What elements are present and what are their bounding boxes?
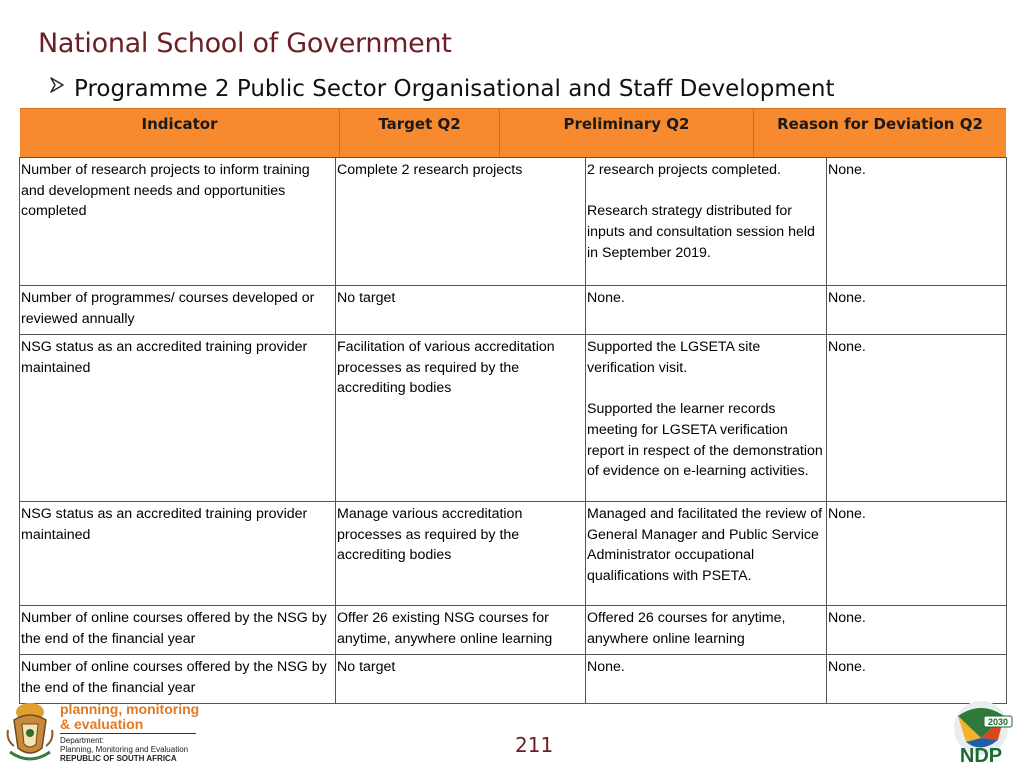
cell-preliminary: Offered 26 courses for anytime, anywhere online learning [586, 606, 827, 655]
cell-target: Complete 2 research projects [336, 158, 586, 286]
cell-target: Manage various accreditation processes as required by the accrediting bodies [336, 502, 586, 606]
pme-dept-line3: REPUBLIC OF SOUTH AFRICA [60, 754, 177, 763]
indicator-table [19, 157, 1007, 704]
pme-dept-line2: Planning, Monitoring and Evaluation [60, 745, 189, 754]
cell-reason: None. [827, 502, 1007, 606]
pme-divider [60, 733, 196, 734]
arrow-right-icon [48, 76, 74, 99]
table-row [20, 158, 1007, 286]
cell-indicator: Number of online courses offered by the NSG by the end of the financial year [20, 655, 336, 704]
ndp-logo-icon [946, 698, 1016, 764]
cell-target: Facilitation of various accreditation processes as required by the accrediting bodies [336, 335, 586, 502]
table-row [20, 655, 1007, 704]
column-header-indicator: Indicator [20, 109, 340, 158]
subtitle-text: Programme 2 Public Sector Organisational and Staff Development [74, 76, 835, 102]
cell-preliminary: Supported the LGSETA site verification visit. Supported the learner records meeting for LGSETA verification report in respect of the demonstration of evidence on e-learning activities. [586, 335, 827, 502]
cell-indicator: Number of online courses offered by the NSG by the end of the financial year [20, 606, 336, 655]
pme-dept-line1: Department: [60, 736, 105, 745]
cell-reason: None. [827, 286, 1007, 335]
pme-logo-line1: planning, monitoring [60, 701, 200, 717]
cell-target: No target [336, 655, 586, 704]
cell-preliminary: 2 research projects completed. Research strategy distributed for inputs and consultation session held in September 2019. [586, 158, 827, 286]
table-row [20, 502, 1007, 606]
ndp-year: 2030 [987, 717, 1009, 727]
column-header-target: Target Q2 [340, 109, 500, 158]
column-header-preliminary: Preliminary Q2 [500, 109, 754, 158]
cell-preliminary: Managed and facilitated the review of General Manager and Public Service Administrator occupational qualifications with PSETA. [586, 502, 827, 606]
cell-reason: None. [827, 158, 1007, 286]
page-number: 211 [515, 733, 554, 757]
slide-subtitle [48, 76, 835, 102]
pme-logo-line2: & evaluation [60, 716, 144, 732]
slide-title: National School of Government [38, 28, 452, 59]
cell-reason: None. [827, 655, 1007, 704]
table-row [20, 286, 1007, 335]
table-header [20, 108, 1006, 158]
cell-indicator: Number of research projects to inform training and development needs and opportunities completed [20, 158, 336, 286]
table-row [20, 606, 1007, 655]
cell-preliminary: None. [586, 655, 827, 704]
cell-target: No target [336, 286, 586, 335]
cell-target: Offer 26 existing NSG courses for anytime, anywhere online learning [336, 606, 586, 655]
cell-indicator: Number of programmes/ courses developed or reviewed annually [20, 286, 336, 335]
cell-reason: None. [827, 606, 1007, 655]
coat-of-arms-icon [4, 700, 56, 766]
cell-preliminary: None. [586, 286, 827, 335]
cell-indicator: NSG status as an accredited training provider maintained [20, 502, 336, 606]
cell-indicator: NSG status as an accredited training provider maintained [20, 335, 336, 502]
table-row [20, 335, 1007, 502]
ndp-label: NDP [959, 745, 1003, 764]
cell-reason: None. [827, 335, 1007, 502]
column-header-reason: Reason for Deviation Q2 [777, 115, 983, 133]
